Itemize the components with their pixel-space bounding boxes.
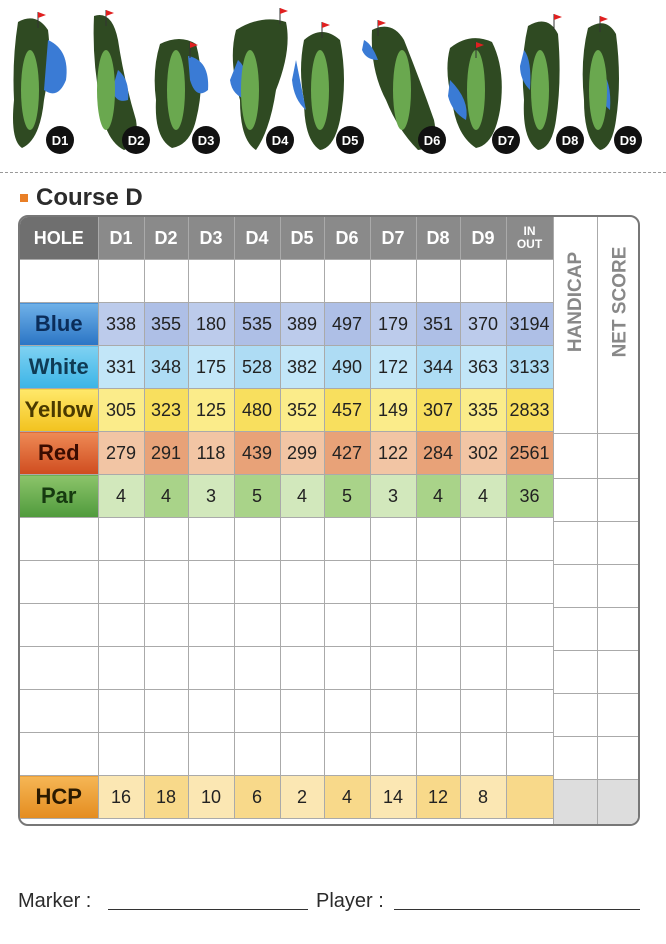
score-cell[interactable] (460, 733, 506, 776)
course-heading (20, 183, 143, 213)
yardage-cell: 3 (370, 475, 416, 518)
score-cell[interactable] (20, 690, 98, 733)
header-d6: D6 (324, 217, 370, 260)
fairway (241, 50, 259, 130)
yardage-cell: 457 (324, 389, 370, 432)
yardage-cell: 323 (144, 389, 188, 432)
tee-label: Red (20, 432, 98, 475)
hole-badge-label: D4 (271, 133, 289, 148)
net-score-cell[interactable] (598, 565, 640, 608)
yardage-cell: 5 (234, 475, 280, 518)
hcp-d4: 6 (234, 776, 280, 819)
fairway (531, 50, 549, 130)
handicap-cell[interactable] (554, 434, 598, 479)
score-cell[interactable] (370, 647, 416, 690)
tee-label: Par (20, 475, 98, 518)
water-hazard (44, 40, 67, 93)
score-row (20, 647, 553, 690)
score-cell[interactable] (234, 690, 280, 733)
yardage-cell: 172 (370, 346, 416, 389)
yardage-cell: 355 (144, 303, 188, 346)
yardage-cell: 4 (460, 475, 506, 518)
hcp-d7: 14 (370, 776, 416, 819)
hole-map-3 (155, 39, 220, 154)
score-cell[interactable] (98, 690, 144, 733)
score-cell[interactable] (98, 647, 144, 690)
handicap-cell[interactable] (554, 217, 598, 434)
yardage-cell: 179 (370, 303, 416, 346)
handicap-cell[interactable] (554, 608, 598, 651)
hcp-d5: 2 (280, 776, 324, 819)
score-cell[interactable] (416, 690, 460, 733)
handicap-hcp-cell (554, 780, 598, 824)
score-cell[interactable] (144, 733, 188, 776)
fairway (589, 50, 607, 130)
score-cell[interactable] (460, 561, 506, 604)
hole-map-1 (13, 12, 74, 154)
net-score-cell[interactable] (598, 522, 640, 565)
hcp-d9: 8 (460, 776, 506, 819)
fairway (97, 50, 115, 130)
yardage-cell: 528 (234, 346, 280, 389)
score-cell[interactable] (20, 260, 98, 303)
handicap-label: HANDICAP (565, 251, 586, 353)
score-cell[interactable] (234, 604, 280, 647)
header-d7: D7 (370, 217, 416, 260)
yardage-cell: 480 (234, 389, 280, 432)
yardage-cell: 344 (416, 346, 460, 389)
score-cell[interactable] (144, 690, 188, 733)
score-cell[interactable] (370, 561, 416, 604)
score-cell[interactable] (370, 604, 416, 647)
net-score-cell[interactable] (598, 608, 640, 651)
hole-badge-label: D3 (197, 133, 215, 148)
dashed-divider (0, 172, 666, 173)
flag-icon (38, 12, 46, 18)
score-cell[interactable] (416, 518, 460, 561)
score-cell[interactable] (506, 260, 553, 303)
hole-maps-strip (0, 0, 666, 160)
net-score-label: NET SCORE (609, 246, 631, 358)
net-score-cell[interactable] (598, 694, 640, 737)
score-cell[interactable] (280, 647, 324, 690)
header-d8: D8 (416, 217, 460, 260)
hole-badge-label: D6 (423, 133, 441, 148)
hcp-d6: 4 (324, 776, 370, 819)
header-d1: D1 (98, 217, 144, 260)
score-cell[interactable] (416, 260, 460, 303)
hcp-d1: 16 (98, 776, 144, 819)
score-cell[interactable] (324, 260, 370, 303)
handicap-column (553, 217, 598, 824)
yardage-cell: 351 (416, 303, 460, 346)
yardage-cell: 291 (144, 432, 188, 475)
tee-row-par (20, 475, 553, 518)
hcp-row (20, 776, 553, 819)
score-cell[interactable] (460, 260, 506, 303)
score-cell[interactable] (188, 260, 234, 303)
header-d9: D9 (460, 217, 506, 260)
yardage-cell: 363 (460, 346, 506, 389)
yardage-cell: 284 (416, 432, 460, 475)
score-cell[interactable] (20, 518, 98, 561)
yardage-cell: 5 (324, 475, 370, 518)
hcp-d8: 12 (416, 776, 460, 819)
score-cell[interactable] (416, 604, 460, 647)
score-cell[interactable] (324, 690, 370, 733)
score-cell[interactable] (324, 604, 370, 647)
score-cell[interactable] (416, 647, 460, 690)
fairway (467, 50, 485, 130)
score-cell[interactable] (20, 647, 98, 690)
score-row (20, 518, 553, 561)
handicap-cell[interactable] (554, 522, 598, 565)
scorecard-table (20, 217, 554, 819)
hcp-d3: 10 (188, 776, 234, 819)
handicap-cell[interactable] (554, 479, 598, 522)
score-cell[interactable] (188, 647, 234, 690)
fairway (21, 50, 39, 130)
yardage-cell: 348 (144, 346, 188, 389)
blank-row (20, 260, 553, 303)
yardage-cell: 427 (324, 432, 370, 475)
yardage-cell: 389 (280, 303, 324, 346)
score-cell[interactable] (506, 690, 553, 733)
hole-badge-label: D2 (127, 133, 145, 148)
score-cell[interactable] (280, 561, 324, 604)
net-score-column (597, 217, 640, 824)
yardage-cell: 149 (370, 389, 416, 432)
yardage-cell: 305 (98, 389, 144, 432)
hole-badge-label: D1 (51, 133, 69, 148)
score-cell[interactable] (144, 561, 188, 604)
yardage-cell: 122 (370, 432, 416, 475)
yardage-cell: 338 (98, 303, 144, 346)
net-score-hcp-cell (598, 780, 640, 824)
score-cell[interactable] (98, 518, 144, 561)
score-cell[interactable] (506, 518, 553, 561)
handicap-cell[interactable] (554, 651, 598, 694)
score-cell[interactable] (144, 604, 188, 647)
flag-icon (378, 20, 386, 26)
header-out: OUT (516, 237, 543, 251)
yardage-cell: 302 (460, 432, 506, 475)
yardage-cell: 175 (188, 346, 234, 389)
yardage-cell: 331 (98, 346, 144, 389)
score-cell[interactable] (20, 561, 98, 604)
net-score-cell[interactable] (598, 434, 640, 479)
hole-map-6 (362, 20, 446, 154)
flag-icon (600, 16, 608, 22)
player-label: Player : (316, 890, 384, 912)
yardage-cell: 307 (416, 389, 460, 432)
tee-row-white (20, 346, 553, 389)
hole-badge-label: D8 (561, 133, 579, 148)
score-cell[interactable] (98, 260, 144, 303)
score-cell[interactable] (234, 733, 280, 776)
score-cell[interactable] (370, 690, 416, 733)
score-cell[interactable] (280, 518, 324, 561)
flag-icon (554, 14, 562, 20)
yardage-cell: 335 (460, 389, 506, 432)
score-cell[interactable] (98, 604, 144, 647)
yardage-cell: 180 (188, 303, 234, 346)
hcp-total (506, 776, 553, 819)
score-cell[interactable] (506, 561, 553, 604)
yardage-cell: 118 (188, 432, 234, 475)
hole-map-5 (292, 22, 364, 154)
score-cell[interactable] (280, 690, 324, 733)
score-row (20, 690, 553, 733)
fairway (393, 50, 411, 130)
score-cell[interactable] (324, 647, 370, 690)
yardage-cell: 4 (280, 475, 324, 518)
yardage-cell: 535 (234, 303, 280, 346)
score-cell[interactable] (234, 260, 280, 303)
total-cell: 3133 (506, 346, 553, 389)
yardage-cell: 382 (280, 346, 324, 389)
score-cell[interactable] (98, 561, 144, 604)
yardage-cell: 299 (280, 432, 324, 475)
net-score-cell[interactable] (598, 217, 640, 434)
score-cell[interactable] (144, 647, 188, 690)
tee-label: Yellow (20, 389, 98, 432)
score-cell[interactable] (324, 518, 370, 561)
score-cell[interactable] (370, 260, 416, 303)
score-cell[interactable] (188, 604, 234, 647)
handicap-cell[interactable] (554, 565, 598, 608)
yardage-cell: 490 (324, 346, 370, 389)
fairway (167, 50, 185, 130)
header-row (20, 217, 553, 260)
net-score-cell[interactable] (598, 651, 640, 694)
heading-marker-icon (20, 194, 28, 202)
header-d4: D4 (234, 217, 280, 260)
yardage-cell: 4 (98, 475, 144, 518)
score-cell[interactable] (416, 733, 460, 776)
hole-map-2 (94, 10, 150, 154)
score-cell[interactable] (188, 690, 234, 733)
tee-row-blue (20, 303, 553, 346)
score-cell[interactable] (280, 733, 324, 776)
total-cell: 36 (506, 475, 553, 518)
score-cell[interactable] (506, 733, 553, 776)
hole-badge-label: D9 (619, 133, 637, 148)
score-cell[interactable] (416, 561, 460, 604)
score-cell[interactable] (460, 518, 506, 561)
flag-icon (280, 8, 288, 14)
hole-badge-label: D7 (497, 133, 515, 148)
score-cell[interactable] (370, 518, 416, 561)
score-cell[interactable] (324, 733, 370, 776)
score-cell[interactable] (98, 733, 144, 776)
score-cell[interactable] (20, 733, 98, 776)
score-cell[interactable] (234, 518, 280, 561)
score-cell[interactable] (460, 647, 506, 690)
marker-signature-line[interactable] (108, 909, 308, 910)
score-cell[interactable] (234, 561, 280, 604)
net-score-cell[interactable] (598, 479, 640, 522)
header-d5: D5 (280, 217, 324, 260)
hole-map-4 (230, 8, 294, 154)
header-hole: HOLE (20, 217, 98, 260)
marker-label: Marker : (18, 890, 92, 912)
score-cell[interactable] (460, 690, 506, 733)
total-cell: 2833 (506, 389, 553, 432)
score-cell[interactable] (280, 260, 324, 303)
hole-map-9 (583, 16, 642, 154)
yardage-cell: 3 (188, 475, 234, 518)
flag-icon (322, 22, 330, 28)
flag-icon (106, 10, 114, 16)
tee-row-red (20, 432, 553, 475)
score-cell[interactable] (506, 604, 553, 647)
score-cell[interactable] (188, 733, 234, 776)
scorecard (18, 215, 640, 826)
total-cell: 2561 (506, 432, 553, 475)
net-score-cell[interactable] (598, 737, 640, 780)
score-cell[interactable] (144, 518, 188, 561)
score-cell[interactable] (506, 647, 553, 690)
handicap-cell[interactable] (554, 694, 598, 737)
yardage-cell: 439 (234, 432, 280, 475)
yardage-cell: 4 (144, 475, 188, 518)
hcp-d2: 18 (144, 776, 188, 819)
score-cell[interactable] (234, 647, 280, 690)
header-d2: D2 (144, 217, 188, 260)
fairway (311, 50, 329, 130)
hole-map-7 (447, 38, 520, 154)
tee-row-yellow (20, 389, 553, 432)
yardage-cell: 497 (324, 303, 370, 346)
hcp-label: HCP (20, 776, 98, 819)
course-title: Course D (36, 184, 143, 211)
hole-map-8 (520, 14, 584, 154)
score-cell[interactable] (144, 260, 188, 303)
score-cell[interactable] (370, 733, 416, 776)
header-d3: D3 (188, 217, 234, 260)
handicap-cell[interactable] (554, 737, 598, 780)
yardage-cell: 279 (98, 432, 144, 475)
yardage-cell: 4 (416, 475, 460, 518)
score-row (20, 733, 553, 776)
tee-label: Blue (20, 303, 98, 346)
yardage-cell: 352 (280, 389, 324, 432)
score-cell[interactable] (324, 561, 370, 604)
yardage-cell: 370 (460, 303, 506, 346)
score-cell[interactable] (280, 604, 324, 647)
tee-label: White (20, 346, 98, 389)
score-row (20, 604, 553, 647)
score-cell[interactable] (188, 518, 234, 561)
score-cell[interactable] (460, 604, 506, 647)
score-row (20, 561, 553, 604)
score-cell[interactable] (188, 561, 234, 604)
yardage-cell: 125 (188, 389, 234, 432)
hole-badge-label: D5 (341, 133, 359, 148)
total-cell: 3194 (506, 303, 553, 346)
header-in-out (506, 217, 553, 260)
header-in: IN (523, 224, 536, 238)
score-cell[interactable] (20, 604, 98, 647)
player-signature-line[interactable] (394, 909, 640, 910)
